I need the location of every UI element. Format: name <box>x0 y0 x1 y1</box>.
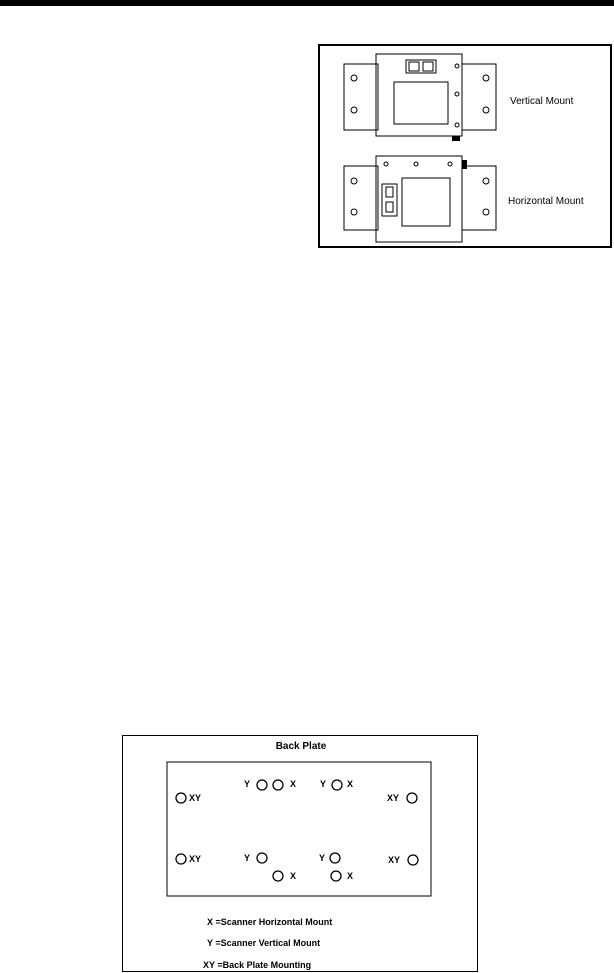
screw-icon <box>448 162 452 166</box>
hole-y-bottom-left <box>257 853 267 863</box>
horizontal-left-bracket <box>344 166 378 230</box>
connector-port <box>423 62 433 71</box>
horizontal-right-bracket <box>462 166 496 230</box>
vertical-scanner-window <box>394 82 448 124</box>
hole-xy-bottom-left <box>176 854 186 864</box>
horizontal-scanner-body <box>376 156 462 242</box>
vertical-cable-plug <box>452 136 460 141</box>
horizontal-connector-block <box>382 184 397 216</box>
vertical-left-bracket <box>344 64 378 130</box>
back-plate-figure <box>122 735 478 972</box>
hole-y-top-left <box>257 780 267 790</box>
bracket-hole <box>483 107 489 113</box>
back-plate-title: Back Plate <box>275 741 327 752</box>
hole-xy-top-right <box>407 793 417 803</box>
hole-label-x: X <box>347 871 354 881</box>
legend-y: Y =Scanner Vertical Mount <box>207 938 321 948</box>
hole-xy-top-left <box>176 793 186 803</box>
bracket-hole <box>351 107 357 113</box>
hole-label-x: X <box>290 779 297 789</box>
bracket-hole <box>483 178 489 184</box>
screw-icon <box>455 64 459 68</box>
hole-y-top-right <box>332 780 342 790</box>
vertical-mount-drawing <box>344 54 496 136</box>
screw-icon <box>414 162 418 166</box>
hole-label-y: Y <box>320 779 327 789</box>
hole-x-bottom-right <box>331 871 341 881</box>
hole-label-y: Y <box>244 853 251 863</box>
hole-xy-bottom-right <box>408 855 418 865</box>
hole-label-x: X <box>347 779 354 789</box>
connector-port <box>386 202 393 212</box>
bracket-hole <box>351 75 357 81</box>
connector-port <box>409 62 419 71</box>
screw-icon <box>384 162 388 166</box>
mount-orientation-figure <box>318 44 612 248</box>
horizontal-mount-drawing <box>344 156 496 242</box>
legend-xy: XY =Back Plate Mounting <box>203 960 312 970</box>
hole-label-xy: XY <box>388 855 401 865</box>
hole-label-xy: XY <box>387 793 400 803</box>
bracket-hole <box>351 178 357 184</box>
hole-x-top-left <box>273 780 283 790</box>
bracket-hole <box>351 209 357 215</box>
hole-x-bottom-left <box>273 871 283 881</box>
screw-icon <box>455 92 459 96</box>
bracket-hole <box>483 209 489 215</box>
hole-label-y: Y <box>319 853 326 863</box>
horizontal-scanner-window <box>402 178 450 226</box>
page-header-rule <box>0 0 614 6</box>
mount-orientation-drawing <box>320 46 614 250</box>
bracket-hole <box>483 75 489 81</box>
horizontal-cable-plug <box>462 160 467 169</box>
back-plate-outline <box>167 762 431 896</box>
hole-label-y: Y <box>244 779 251 789</box>
horizontal-mount-label: Horizontal Mount <box>508 196 584 207</box>
screw-icon <box>455 123 459 127</box>
vertical-right-bracket <box>462 64 496 130</box>
connector-port <box>386 187 393 197</box>
vertical-mount-label: Vertical Mount <box>510 96 574 107</box>
hole-label-xy: XY <box>189 793 202 803</box>
hole-label-xy: XY <box>189 854 202 864</box>
back-plate-drawing <box>123 736 479 973</box>
legend-x: X =Scanner Horizontal Mount <box>207 917 333 927</box>
hole-label-x: X <box>290 871 297 881</box>
hole-y-bottom-right <box>330 853 340 863</box>
